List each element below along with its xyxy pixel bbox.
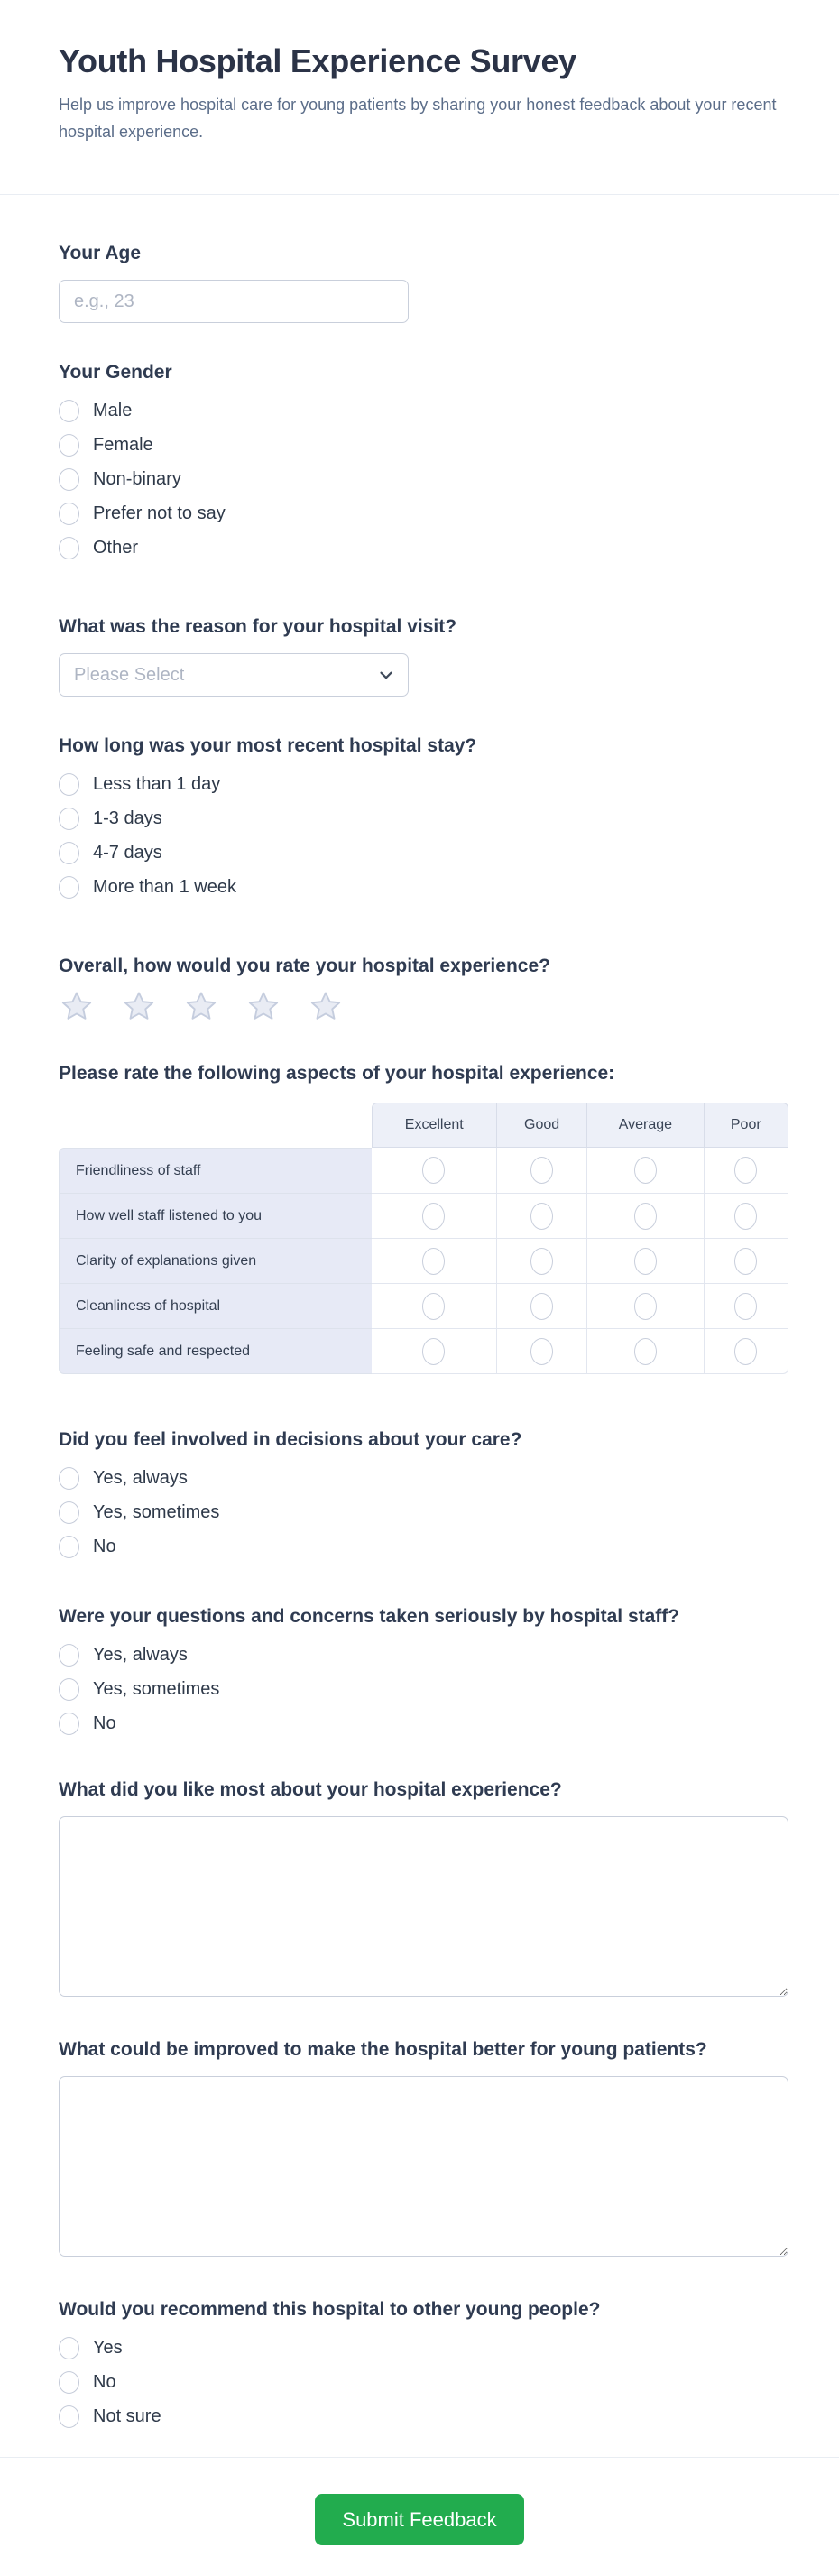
radio-option-label[interactable]: Male (93, 400, 133, 420)
radio-option[interactable] (59, 2365, 788, 2399)
radio-button-icon[interactable] (734, 1157, 757, 1184)
stay-length-radio-group (59, 767, 788, 904)
matrix-cell (372, 1239, 497, 1284)
radio-button-icon[interactable] (530, 1203, 553, 1230)
radio-option[interactable] (59, 1461, 788, 1495)
radio-button-icon[interactable] (59, 1644, 79, 1667)
radio-button-icon[interactable] (530, 1293, 553, 1320)
matrix-cell (497, 1284, 587, 1329)
radio-button-icon[interactable] (59, 1713, 79, 1735)
visit-reason-select[interactable] (59, 653, 409, 697)
form-footer (0, 2458, 839, 2576)
section-improvements (59, 2038, 788, 2257)
radio-option[interactable] (59, 1495, 788, 1529)
radio-option-label[interactable]: No (93, 1713, 116, 1733)
matrix-cell (705, 1284, 788, 1329)
chevron-down-icon (376, 665, 396, 685)
matrix-cell (587, 1284, 704, 1329)
matrix-cell (705, 1329, 788, 1374)
survey-form (0, 242, 839, 2433)
radio-button-icon[interactable] (59, 842, 79, 864)
matrix-column-header: Excellent (372, 1103, 497, 1148)
matrix-column-header: Poor (705, 1103, 788, 1148)
matrix-cell (372, 1284, 497, 1329)
radio-button-icon[interactable] (59, 434, 79, 457)
matrix-cell (497, 1194, 587, 1239)
star-icon[interactable] (245, 990, 281, 1024)
radio-button-icon[interactable] (59, 808, 79, 830)
radio-button-icon[interactable] (634, 1157, 657, 1184)
radio-button-icon[interactable] (59, 537, 79, 559)
radio-option[interactable] (59, 836, 788, 870)
question-label: Please rate the following aspects of your hospital experience: (59, 1063, 615, 1084)
matrix-column-header: Average (587, 1103, 704, 1148)
radio-option-label[interactable]: No (93, 2371, 116, 2392)
radio-option[interactable] (59, 2399, 788, 2433)
question-label: What could be improved to make the hospital better for young patients? (59, 2039, 707, 2060)
matrix-corner-cell (59, 1103, 372, 1148)
radio-option-label[interactable]: Other (93, 537, 139, 558)
star-icon[interactable] (121, 990, 157, 1024)
radio-option-label[interactable]: Yes, always (93, 1644, 188, 1665)
radio-button-icon[interactable] (59, 2405, 79, 2428)
matrix-cell (372, 1194, 497, 1239)
radio-button-icon[interactable] (634, 1248, 657, 1275)
radio-button-icon[interactable] (634, 1293, 657, 1320)
radio-option-label[interactable]: Prefer not to say (93, 503, 226, 523)
table-row (59, 1284, 788, 1329)
section-liked-most (59, 1778, 788, 1997)
page-title: Youth Hospital Experience Survey (59, 42, 576, 79)
section-age (59, 242, 788, 323)
age-input[interactable] (59, 280, 409, 323)
radio-button-icon[interactable] (59, 2337, 79, 2359)
radio-option[interactable] (59, 1706, 788, 1740)
radio-option[interactable] (59, 496, 788, 531)
radio-button-icon[interactable] (530, 1338, 553, 1365)
radio-button-icon[interactable] (59, 400, 79, 422)
radio-button-icon[interactable] (734, 1203, 757, 1230)
matrix-cell (587, 1148, 704, 1194)
radio-button-icon[interactable] (734, 1338, 757, 1365)
question-label: Were your questions and concerns taken seriously by hospital staff? (59, 1606, 680, 1627)
rating-matrix-table (59, 1103, 788, 1374)
matrix-cell (705, 1148, 788, 1194)
question-label: Your Age (59, 243, 142, 263)
section-overall-rating (59, 955, 788, 1024)
table-row (59, 1239, 788, 1284)
radio-option[interactable] (59, 801, 788, 836)
radio-button-icon[interactable] (422, 1157, 445, 1184)
section-taken-seriously (59, 1605, 788, 1740)
matrix-row-label: Cleanliness of hospital (59, 1284, 372, 1329)
page-subtitle: Help us improve hospital care for young patients by sharing your honest feedback about your recent hospital experience. (59, 96, 777, 141)
section-stay-length (59, 734, 788, 904)
radio-button-icon[interactable] (59, 1536, 79, 1558)
star-icon[interactable] (308, 990, 344, 1024)
section-recommend (59, 2298, 788, 2433)
radio-option[interactable] (59, 1529, 788, 1564)
radio-button-icon[interactable] (422, 1293, 445, 1320)
question-label: What did you like most about your hospital experience? (59, 1779, 562, 1800)
radio-option-label[interactable]: Yes, sometimes (93, 1678, 220, 1699)
radio-button-icon[interactable] (59, 468, 79, 491)
question-label: Would you recommend this hospital to other young people? (59, 2299, 601, 2320)
matrix-cell (372, 1148, 497, 1194)
survey-header (0, 0, 839, 145)
radio-button-icon[interactable] (59, 773, 79, 796)
radio-option[interactable] (59, 1638, 788, 1672)
involved-radio-group (59, 1461, 788, 1564)
gender-radio-group (59, 393, 788, 565)
radio-option[interactable] (59, 870, 788, 904)
recommend-radio-group (59, 2331, 788, 2433)
radio-option-label[interactable]: More than 1 week (93, 876, 236, 897)
matrix-cell (497, 1148, 587, 1194)
radio-button-icon[interactable] (59, 876, 79, 899)
radio-option-label[interactable]: Yes, always (93, 1467, 188, 1488)
question-label: How long was your most recent hospital stay? (59, 735, 477, 756)
liked-most-textarea[interactable] (59, 1816, 788, 1997)
select-placeholder: Please Select (74, 664, 185, 685)
taken-seriously-radio-group (59, 1638, 788, 1740)
section-visit-reason (59, 615, 788, 697)
matrix-row-label: How well staff listened to you (59, 1194, 372, 1239)
question-label: Did you feel involved in decisions about your care? (59, 1429, 522, 1450)
matrix-row-label: Clarity of explanations given (59, 1239, 372, 1284)
radio-option[interactable] (59, 393, 788, 428)
improvements-textarea[interactable] (59, 2076, 788, 2257)
section-involved (59, 1428, 788, 1564)
radio-button-icon[interactable] (734, 1248, 757, 1275)
star-icon[interactable] (183, 990, 219, 1024)
radio-option-label[interactable]: Female (93, 434, 153, 455)
radio-button-icon[interactable] (59, 503, 79, 525)
radio-option[interactable] (59, 531, 788, 565)
matrix-cell (587, 1239, 704, 1284)
table-row (59, 1148, 788, 1194)
matrix-cell (497, 1239, 587, 1284)
section-aspects-matrix (59, 1062, 788, 1374)
table-row (59, 1194, 788, 1239)
radio-option-label[interactable]: 1-3 days (93, 808, 162, 828)
matrix-row-label: Feeling safe and respected (59, 1329, 372, 1374)
radio-option-label[interactable]: Yes, sometimes (93, 1501, 220, 1522)
radio-button-icon[interactable] (634, 1203, 657, 1230)
radio-button-icon[interactable] (59, 2371, 79, 2394)
radio-button-icon[interactable] (422, 1338, 445, 1365)
matrix-cell (372, 1329, 497, 1374)
radio-option-label[interactable]: Not sure (93, 2405, 161, 2426)
radio-option-label[interactable]: Yes (93, 2337, 123, 2358)
question-label: What was the reason for your hospital visit? (59, 616, 457, 637)
radio-option[interactable] (59, 428, 788, 462)
matrix-cell (705, 1239, 788, 1284)
radio-option-label[interactable]: 4-7 days (93, 842, 162, 863)
question-label: Your Gender (59, 362, 172, 383)
matrix-column-header: Good (497, 1103, 587, 1148)
radio-button-icon[interactable] (59, 1678, 79, 1701)
radio-button-icon[interactable] (530, 1157, 553, 1184)
matrix-row-label: Friendliness of staff (59, 1148, 372, 1194)
radio-option[interactable] (59, 767, 788, 801)
radio-button-icon[interactable] (59, 1501, 79, 1524)
matrix-cell (587, 1329, 704, 1374)
radio-option-label[interactable]: Less than 1 day (93, 773, 221, 794)
matrix-cell (705, 1194, 788, 1239)
radio-option[interactable] (59, 1672, 788, 1706)
matrix-cell (497, 1329, 587, 1374)
matrix-cell (587, 1194, 704, 1239)
submit-feedback-button[interactable]: Submit Feedback (315, 2494, 523, 2545)
matrix-header-row (59, 1103, 788, 1148)
star-icon[interactable] (59, 990, 95, 1024)
radio-option-label[interactable]: No (93, 1536, 116, 1556)
radio-button-icon[interactable] (59, 1467, 79, 1490)
radio-button-icon[interactable] (422, 1203, 445, 1230)
section-gender (59, 361, 788, 565)
question-label: Overall, how would you rate your hospital experience? (59, 956, 550, 976)
radio-button-icon[interactable] (734, 1293, 757, 1320)
radio-option[interactable] (59, 2331, 788, 2365)
radio-button-icon[interactable] (422, 1248, 445, 1275)
divider (0, 194, 839, 195)
radio-button-icon[interactable] (634, 1338, 657, 1365)
star-rating (59, 990, 788, 1024)
radio-option-label[interactable]: Non-binary (93, 468, 181, 489)
table-row (59, 1329, 788, 1374)
radio-option[interactable] (59, 462, 788, 496)
radio-button-icon[interactable] (530, 1248, 553, 1275)
